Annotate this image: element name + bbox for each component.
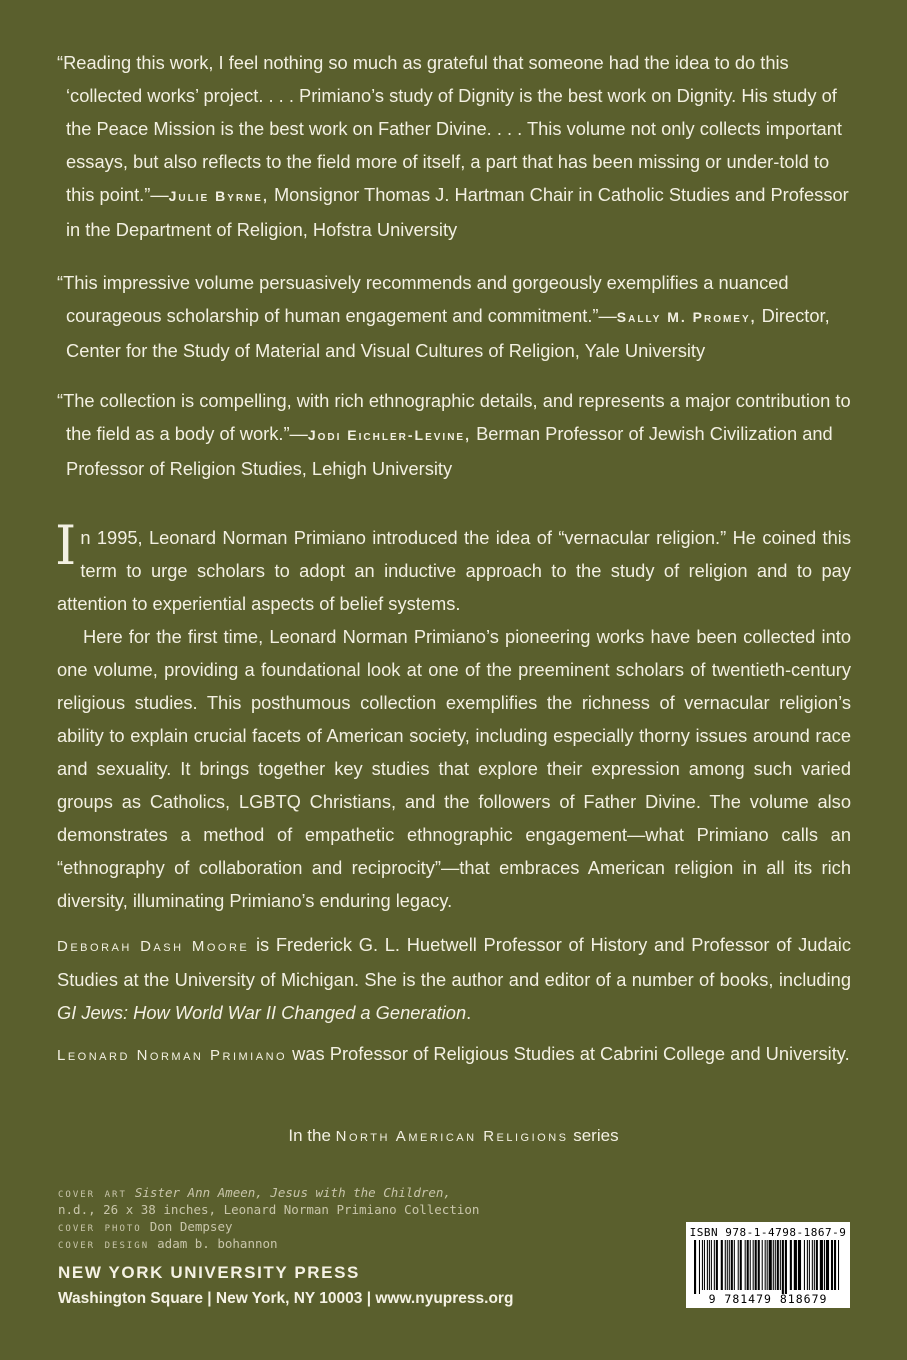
barcode-bars	[692, 1240, 844, 1294]
barcode-digits: 9 781479 818679	[708, 1292, 828, 1306]
barcode-bar	[824, 1240, 825, 1290]
blurb-3	[57, 384, 852, 485]
barcode-bar	[702, 1240, 703, 1290]
barcode-bar	[798, 1240, 801, 1290]
barcode-bar	[775, 1240, 776, 1290]
barcode-bar	[777, 1240, 779, 1290]
barcode-bar	[707, 1240, 708, 1290]
barcode-bar	[773, 1240, 774, 1290]
barcode-bar	[750, 1240, 751, 1290]
blurb-author: Jodi Eichler-Levine,	[307, 427, 471, 443]
barcode-bar	[814, 1240, 815, 1290]
barcode-bar	[731, 1240, 733, 1290]
barcode-bar	[753, 1240, 754, 1290]
barcode-bar	[734, 1240, 735, 1290]
book-title: GI Jews: How World War II Changed a Generation	[57, 1002, 467, 1023]
blurb-1	[57, 46, 852, 246]
barcode-bar	[812, 1240, 813, 1290]
blurb-quote: “Reading this work, I feel nothing so much as grateful that someone had the idea to do this ‘collected works’ project. . . . Primiano’s study of Dignity is the best work on Dignity. His study of the Peace Mission is the best work on Father Divine. . . . This volume not only collects important essays, but also reflects to the field more of itself, a part that has been missing or under-told to this point.”—	[57, 52, 842, 205]
barcode-bar	[738, 1240, 739, 1290]
barcode-bar	[755, 1240, 757, 1290]
publisher-address: Washington Square | New York, NY 10003 | www.nyupress.org	[58, 1290, 514, 1307]
blurb-author: Julie Byrne,	[168, 188, 269, 204]
barcode-bar	[747, 1240, 749, 1290]
blurb-2	[57, 266, 852, 367]
barcode-bar	[725, 1240, 726, 1290]
drop-cap: I	[55, 514, 77, 577]
barcode-bar	[694, 1240, 696, 1294]
barcode-bar	[727, 1240, 728, 1290]
barcode-bar	[785, 1240, 787, 1294]
barcode-bar	[711, 1240, 712, 1290]
barcode-bar	[758, 1240, 760, 1290]
barcode-bar	[765, 1240, 766, 1290]
barcode-bar	[699, 1240, 700, 1294]
barcode-bar	[704, 1240, 705, 1290]
blurb-quote: “This impressive volume persuasively recommends and gorgeously exemplifies a nuanced courageous scholarship of human engagement and commitment.”—	[57, 272, 789, 326]
series-name: North American Religions	[335, 1128, 569, 1145]
barcode-bar	[745, 1240, 746, 1290]
barcode-bar	[716, 1240, 718, 1290]
barcode-bar	[769, 1240, 772, 1290]
barcode-bar	[767, 1240, 768, 1290]
barcode-bar	[729, 1240, 730, 1290]
barcode-bar	[740, 1240, 742, 1290]
barcode-bar	[804, 1240, 805, 1290]
barcode-bar	[816, 1240, 818, 1290]
isbn-label: ISBN 978-1-4798-1867-9	[689, 1226, 847, 1239]
description-paragraph-1: In 1995, Leonard Norman Primiano introduced the idea of “vernacular religion.” He coined this term to urge scholars to adopt an inductive approach to the study of religion and to pay attention to experiential aspects of belief systems.	[55, 514, 851, 614]
barcode-bar	[834, 1240, 836, 1290]
author-name: Leonard Norman Primiano	[57, 1047, 288, 1064]
barcode-bar	[820, 1240, 823, 1290]
description-paragraph-2: Here for the first time, Leonard Norman Primiano’s pioneering works have been collected into one volume, providing a foundational look at one of the preeminent scholars of twentieth-century religious studies. This posthumous collection exemplifies the richness of vernacular religion’s ability to explain crucial facets of American society, including especially thorny issues around race and sexuality. It brings together key studies that explore their expression among such varied groups as Catholics, LGBTQ Christians, and the followers of Father Divine. The volume also demonstrates a method of empathetic ethnographic engagement—what Primiano calls an “ethnography of collaboration and reciprocity”—that embraces American religion in all its rich diversity, illuminating Primiano’s enduring legacy.	[57, 626, 851, 911]
series-line: In the North American Religions series	[288, 1126, 619, 1145]
barcode-bar	[714, 1240, 715, 1290]
barcode-bar	[762, 1240, 763, 1290]
barcode-bar	[838, 1240, 839, 1290]
barcode-bar	[709, 1240, 710, 1290]
barcode-bar	[790, 1240, 792, 1290]
barcode-bar	[721, 1240, 723, 1290]
cover-credits	[58, 1184, 578, 1252]
blurb-affiliation: Berman Professor of Jewish Civilization and Professor of Religion Studies, Lehigh University	[66, 423, 833, 479]
author-name: Deborah Dash Moore	[57, 938, 250, 955]
barcode-bar	[807, 1240, 808, 1290]
author-bio-primiano: Leonard Norman Primiano was Professor of Religious Studies at Cabrini College and University.	[57, 1043, 850, 1064]
credit-cover-art: cover art Sister Ann Ameen, Jesus with the Children,	[58, 1185, 451, 1200]
credit-cover-design: cover design adam b. bohannon	[58, 1236, 278, 1251]
blurb-affiliation: Director, Center for the Study of Material and Visual Cultures of Religion, Yale University	[66, 305, 830, 361]
author-bio-moore: Deborah Dash Moore is Frederick G. L. Huetwell Professor of History and Professor of Judaic Studies at the University of Michigan. She is the author and editor of a number of books, including GI Jews: How World War II Changed a Generation.	[57, 934, 851, 1023]
isbn-barcode	[686, 1222, 850, 1308]
barcode-bar	[809, 1240, 810, 1290]
barcode-bar	[782, 1240, 784, 1294]
barcode-bar	[794, 1240, 797, 1290]
blurb-affiliation: Monsignor Thomas J. Hartman Chair in Catholic Studies and Professor in the Department of Religion, Hofstra University	[66, 184, 849, 240]
barcode-bar	[826, 1240, 829, 1290]
blurb-author: Sally M. Promey,	[616, 309, 757, 325]
description	[55, 514, 851, 917]
credit-cover-photo: cover photo Don Dempsey	[58, 1219, 233, 1234]
barcode-bar	[831, 1240, 833, 1290]
blurb-quote: “The collection is compelling, with rich ethnographic details, and represents a major contribution to the field as a body of work.”—	[57, 390, 851, 444]
credit-cover-art-details: n.d., 26 x 38 inches, Leonard Norman Primiano Collection	[58, 1202, 480, 1217]
publisher-name: NEW YORK UNIVERSITY PRESS	[58, 1263, 360, 1282]
barcode-bar	[780, 1240, 781, 1290]
